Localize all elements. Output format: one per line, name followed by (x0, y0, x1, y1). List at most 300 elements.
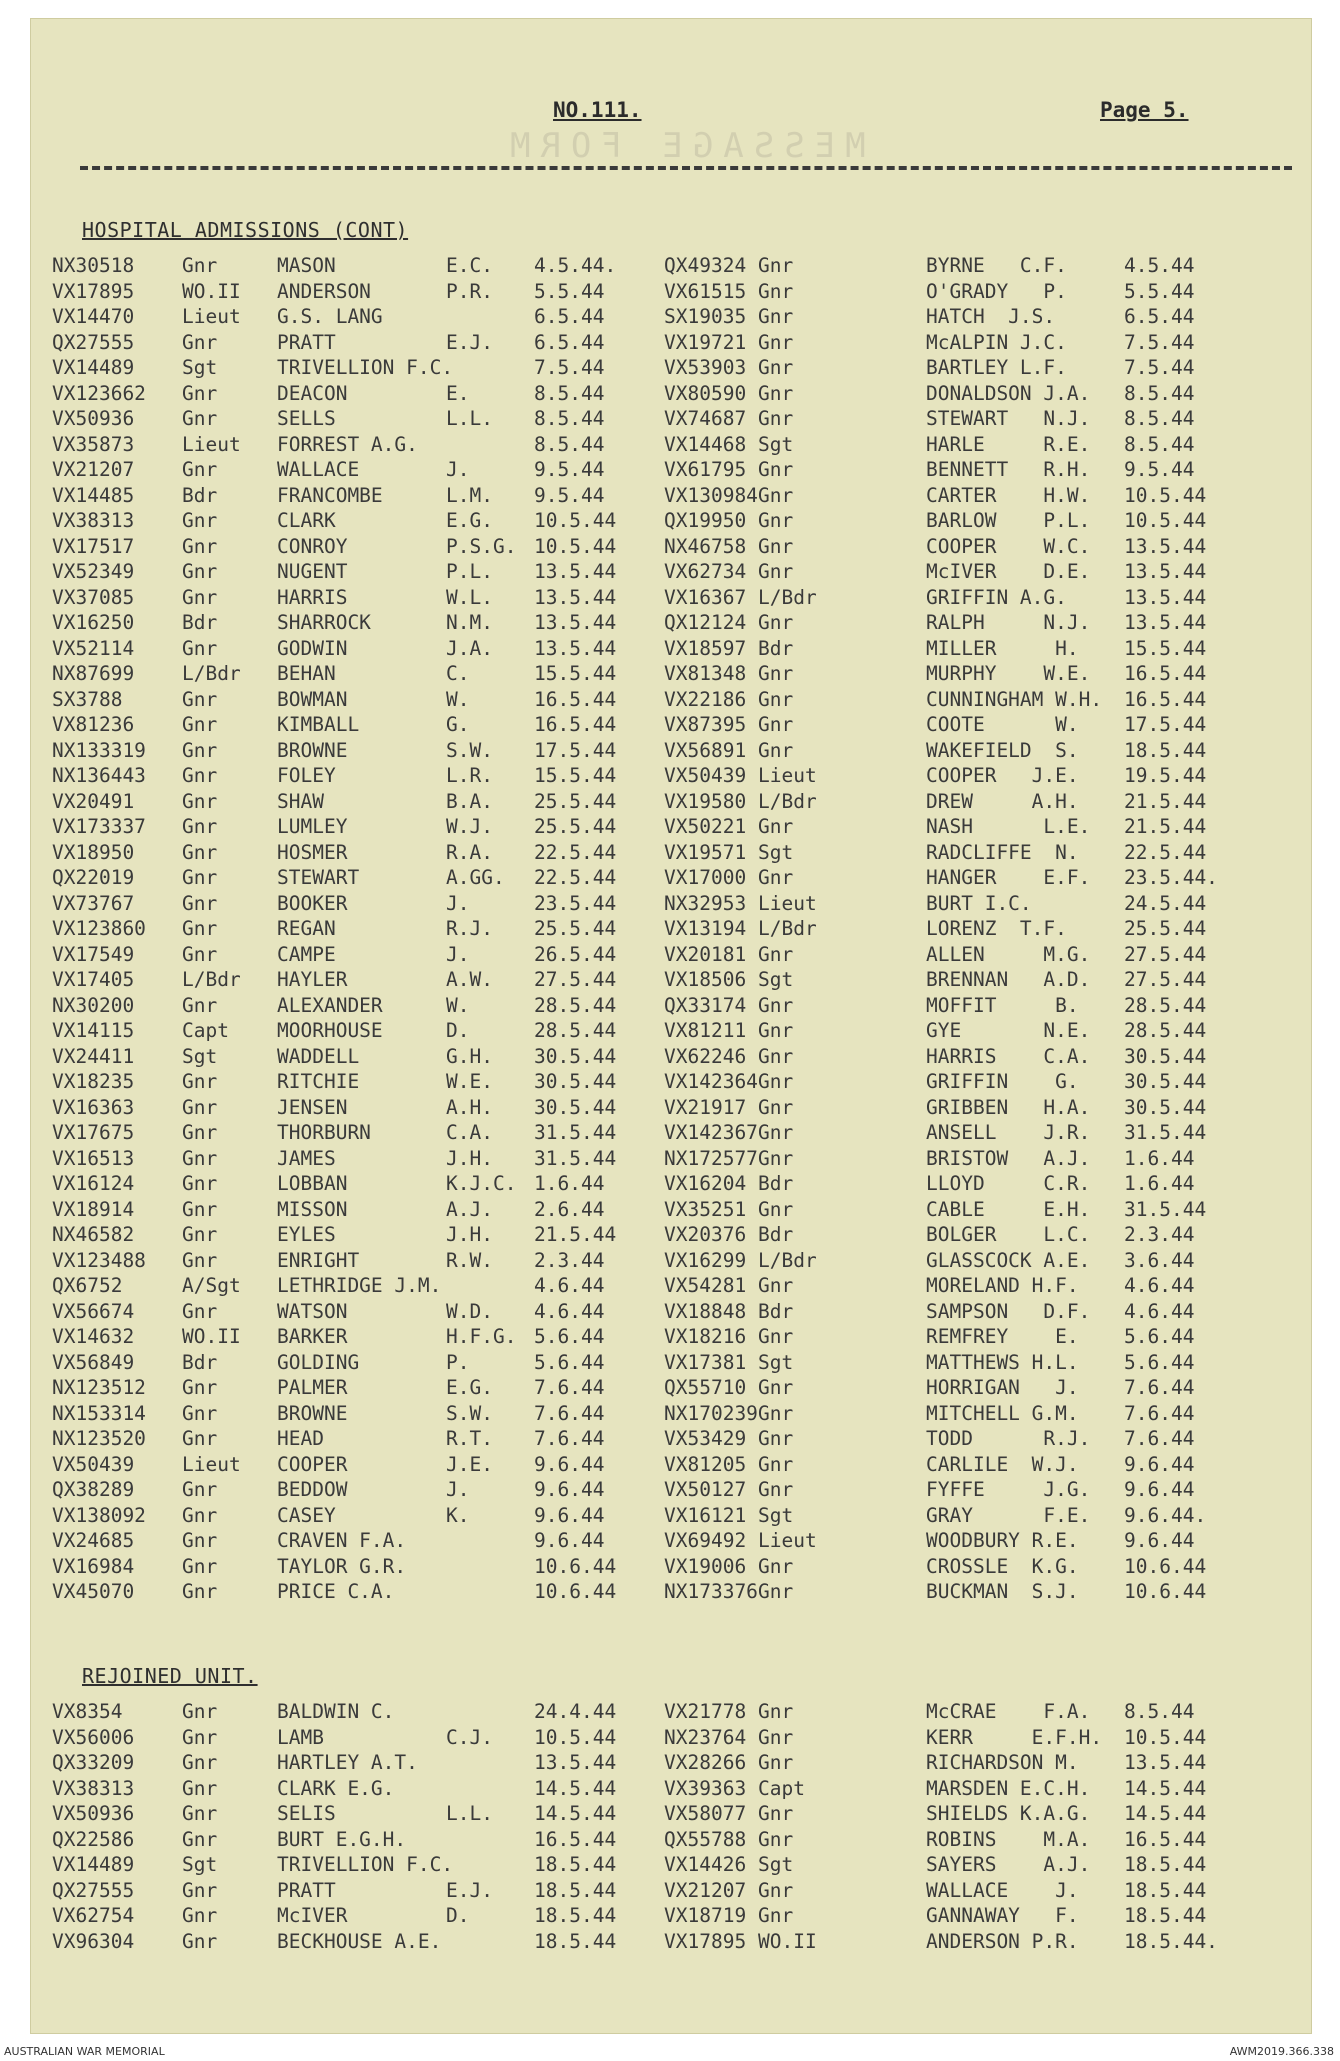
table-cell: QX55710 (664, 1376, 747, 1399)
document-number: NO.111. (553, 98, 642, 122)
table-cell: WO.II (758, 1929, 817, 1953)
table-row (52, 1529, 1292, 1555)
table-cell: 18.5.44 (1124, 1853, 1207, 1876)
table-cell: Lieut (182, 1452, 241, 1476)
table-cell: COOPER J.E. (926, 764, 1079, 787)
table-cell: 31.5.44 (534, 1146, 617, 1170)
table-cell: J. (446, 891, 470, 915)
table-cell: 31.5.44 (1124, 1121, 1207, 1144)
table-cell: 5.5.44 (534, 279, 605, 303)
table-cell: Gnr (182, 840, 218, 864)
table-cell: GOLDING (277, 1350, 360, 1374)
table-cell: Lieut (758, 1529, 817, 1552)
table-cell: VX61795 (664, 458, 747, 481)
table-cell: MILLER H. (926, 636, 1079, 660)
table-cell: 9.6.44 (534, 1478, 605, 1501)
table-cell: NX123520 (52, 1427, 146, 1450)
table-cell: Lieut (182, 305, 241, 328)
table-row (52, 1828, 1292, 1854)
table-cell: Gnr (182, 509, 218, 532)
table-cell: LLOYD C.R. (926, 1172, 1091, 1195)
table-cell: MATTHEWS H.L. (926, 1350, 1079, 1374)
table-cell: 4.6.44 (1124, 1274, 1195, 1297)
table-cell: 14.5.44 (534, 1802, 617, 1825)
table-cell: Gnr (758, 1554, 794, 1578)
table-cell: VX19006 (664, 1554, 747, 1578)
table-cell: GYE N.E. (926, 1019, 1091, 1042)
table-cell: 7.5.44 (534, 356, 605, 379)
table-cell: 10.5.44 (534, 1725, 617, 1749)
table-cell: VX56006 (52, 1725, 135, 1749)
table-cell: CUNNINGHAM W.H. (926, 687, 1103, 711)
table-cell: Gnr (758, 1146, 794, 1170)
table-cell: FRANCOMBE (277, 483, 383, 507)
table-cell: BOLGER L.C. (926, 1223, 1091, 1246)
table-cell: Gnr (182, 1827, 218, 1851)
table-cell: VX19721 (664, 330, 747, 354)
table-cell: QX27555 (52, 1878, 135, 1902)
table-cell: A.J. (446, 1197, 493, 1221)
table-cell: Gnr (182, 381, 218, 405)
table-cell: QX27555 (52, 330, 135, 354)
table-cell: VX17895 (52, 279, 135, 303)
table-cell: VX54281 (664, 1274, 747, 1297)
table-cell: Bdr (758, 636, 794, 660)
table-cell: CONROY (277, 534, 348, 558)
table-row (52, 815, 1292, 841)
table-cell: VX18950 (52, 840, 135, 864)
table-cell: BEHAN (277, 662, 336, 685)
table-cell: 17.5.44 (1124, 713, 1207, 736)
table-cell: VX81211 (664, 1019, 747, 1042)
table-cell: 13.5.44 (1124, 585, 1207, 609)
table-cell: VX45070 (52, 1580, 135, 1603)
table-cell: 18.5.44 (1124, 738, 1207, 762)
table-cell: R.A. (446, 840, 493, 864)
table-cell: Gnr (182, 815, 218, 838)
table-cell: Bdr (758, 1172, 794, 1195)
table-cell: 4.6.44 (534, 1299, 605, 1323)
table-cell: 23.5.44 (534, 891, 617, 915)
table-cell: P.R. (446, 279, 493, 303)
table-cell: Gnr (182, 1197, 218, 1221)
table-cell: DEACON (277, 381, 348, 405)
table-cell: VX123860 (52, 917, 146, 940)
table-cell: Gnr (758, 1580, 794, 1603)
table-cell: LOBBAN (277, 1172, 348, 1195)
table-cell: VX50127 (664, 1478, 747, 1501)
table-cell: VX35251 (664, 1197, 747, 1221)
table-cell: NX46758 (664, 534, 747, 558)
table-cell: 5.5.44 (1124, 279, 1195, 303)
table-cell: ENRIGHT (277, 1248, 360, 1272)
table-cell: DONALDSON J.A. (926, 381, 1091, 405)
table-cell: VX16363 (52, 1095, 135, 1119)
table-cell: NX30200 (52, 993, 135, 1017)
table-cell: 10.6.44 (534, 1554, 617, 1578)
table-cell: BOWMAN (277, 687, 348, 711)
table-cell: 18.5.44 (534, 1878, 617, 1902)
table-cell: Gnr (182, 713, 218, 736)
table-cell: 16.5.44 (1124, 687, 1207, 711)
table-cell: VX24411 (52, 1044, 135, 1068)
table-cell: 7.6.44 (534, 1401, 605, 1425)
table-cell: HARLE R.E. (926, 432, 1091, 456)
table-cell: MISSON (277, 1197, 348, 1221)
table-cell: L/Bdr (182, 968, 241, 991)
table-cell: VX123488 (52, 1248, 146, 1272)
table-cell: NX32953 (664, 891, 747, 915)
table-cell: Gnr (758, 687, 794, 711)
table-cell: 13.5.44 (1124, 1751, 1207, 1774)
table-cell: Gnr (758, 1197, 794, 1221)
table-cell: VX22186 (664, 687, 747, 711)
footer-institution: AUSTRALIAN WAR MEMORIAL (4, 2045, 165, 2058)
table-cell: 9.6.44 (534, 1529, 605, 1552)
table-row (52, 1045, 1292, 1071)
table-cell: Gnr (182, 891, 218, 915)
table-cell: C. (446, 662, 470, 685)
table-cell: 18.5.44. (1124, 1929, 1218, 1953)
table-row (52, 1300, 1292, 1326)
table-cell: L.L. (446, 407, 493, 430)
table-cell: SHARROCK (277, 611, 371, 634)
table-row (52, 1555, 1292, 1581)
table-row (52, 841, 1292, 867)
table-row (52, 280, 1292, 306)
table-cell: HORRIGAN J. (926, 1376, 1079, 1399)
table-cell: QX49324 (664, 254, 747, 277)
rejoined-table (52, 1700, 1292, 1955)
table-cell: Gnr (182, 1299, 218, 1323)
table-cell: 7.5.44 (1124, 356, 1195, 379)
table-cell: MOORHOUSE (277, 1019, 383, 1042)
bleed-through-ghost-text: MESSAGE FORM (500, 126, 866, 166)
table-cell: DREW A.H. (926, 789, 1079, 813)
table-cell: FORREST A.G. (277, 432, 418, 456)
table-cell: 13.5.44 (1124, 534, 1207, 558)
table-cell: Gnr (758, 942, 794, 966)
table-cell: H.F.G. (446, 1325, 517, 1348)
table-cell: CAMPE (277, 942, 336, 966)
table-cell: Sgt (758, 1853, 794, 1876)
table-cell: VX130984 (664, 483, 758, 507)
table-cell: VX50439 (52, 1452, 135, 1476)
table-cell: Gnr (758, 458, 794, 481)
table-cell: HATCH J.S. (926, 305, 1056, 328)
table-cell: VX81236 (52, 713, 135, 736)
table-cell: L/Bdr (758, 917, 817, 940)
table-cell: KIMBALL (277, 713, 360, 736)
table-cell: Gnr (758, 1827, 794, 1851)
table-cell: BALDWIN C. (277, 1700, 395, 1723)
table-cell: VX21778 (664, 1700, 747, 1723)
table-cell: 25.5.44 (1124, 917, 1207, 940)
table-cell: Gnr (758, 1878, 794, 1902)
table-cell: Gnr (182, 942, 218, 966)
table-cell: RICHARDSON M. (926, 1751, 1079, 1774)
table-cell: E.G. (446, 1376, 493, 1399)
table-cell: 16.5.44 (534, 687, 617, 711)
table-cell: 13.5.44 (534, 611, 617, 634)
table-cell: 14.5.44 (1124, 1776, 1207, 1800)
table-cell: 21.5.44 (534, 1223, 617, 1246)
table-cell: Gnr (182, 1725, 218, 1749)
table-cell: Gnr (758, 305, 794, 328)
table-row (52, 254, 1292, 280)
table-cell: LETHRIDGE J.M. (277, 1274, 442, 1297)
table-cell: Gnr (182, 1503, 218, 1527)
table-cell: 13.5.44 (534, 585, 617, 609)
table-cell: NX123512 (52, 1376, 146, 1399)
table-row (52, 1504, 1292, 1530)
table-cell: W.J. (446, 815, 493, 838)
table-cell: Gnr (758, 815, 794, 838)
table-row (52, 688, 1292, 714)
table-row (52, 458, 1292, 484)
table-cell: VX14489 (52, 1853, 135, 1876)
table-cell: Bdr (182, 483, 218, 507)
table-cell: 4.6.44 (534, 1274, 605, 1297)
table-row (52, 382, 1292, 408)
table-cell: Bdr (758, 1299, 794, 1323)
table-cell: BURT E.G.H. (277, 1827, 407, 1851)
table-row (52, 1249, 1292, 1275)
table-cell: SELIS (277, 1802, 336, 1825)
table-row (52, 1019, 1292, 1045)
table-cell: 7.6.44 (1124, 1376, 1195, 1399)
table-cell: Gnr (182, 330, 218, 354)
table-cell: BARKER (277, 1325, 348, 1348)
table-cell: Gnr (182, 1146, 218, 1170)
table-cell: 14.5.44 (1124, 1802, 1207, 1825)
table-cell: VX138092 (52, 1503, 146, 1527)
table-cell: VX19571 (664, 840, 747, 864)
table-row (52, 1777, 1292, 1803)
table-cell: 4.5.44 (1124, 254, 1195, 277)
table-cell: 18.5.44 (1124, 1878, 1207, 1902)
table-cell: NX153314 (52, 1401, 146, 1425)
table-cell: BYRNE C.F. (926, 254, 1067, 277)
table-cell: GANNAWAY F. (926, 1904, 1079, 1927)
table-cell: VX56849 (52, 1350, 135, 1374)
table-cell: 2.3.44 (534, 1248, 605, 1272)
table-cell: Gnr (182, 1478, 218, 1501)
table-cell: 14.5.44 (534, 1776, 617, 1800)
table-cell: Gnr (182, 866, 218, 889)
table-cell: VX38313 (52, 509, 135, 532)
table-cell: 10.5.44 (534, 534, 617, 558)
table-cell: 5.6.44 (534, 1350, 605, 1374)
table-cell: QX6752 (52, 1274, 123, 1297)
table-cell: Gnr (758, 1802, 794, 1825)
table-row (52, 535, 1292, 561)
table-cell: VX20376 (664, 1223, 747, 1246)
table-cell: 9.6.44 (1124, 1529, 1195, 1552)
table-cell: 10.6.44 (534, 1580, 617, 1603)
table-cell: 24.4.44 (534, 1700, 617, 1723)
table-cell: VX24685 (52, 1529, 135, 1552)
table-row (52, 892, 1292, 918)
table-cell: MORELAND H.F. (926, 1274, 1079, 1297)
table-cell: Gnr (758, 534, 794, 558)
table-cell: Gnr (182, 1172, 218, 1195)
table-cell: SELLS (277, 407, 336, 430)
dashed-separator (80, 166, 1292, 170)
table-cell: Gnr (182, 1095, 218, 1119)
table-cell: VX18506 (664, 968, 747, 991)
table-row (52, 560, 1292, 586)
table-cell: RALPH N.J. (926, 611, 1091, 634)
table-cell: C.A. (446, 1121, 493, 1144)
table-cell: STEWART N.J. (926, 407, 1091, 430)
table-cell: VX20491 (52, 789, 135, 813)
table-cell: VX14468 (664, 432, 747, 456)
table-cell: 4.5.44. (534, 254, 617, 277)
table-cell: CABLE E.H. (926, 1197, 1091, 1221)
table-cell: G.H. (446, 1044, 493, 1068)
table-cell: 31.5.44 (1124, 1197, 1207, 1221)
table-cell: Gnr (758, 1401, 794, 1425)
table-cell: VX21207 (664, 1878, 747, 1902)
table-cell: BROWNE (277, 1401, 348, 1425)
table-cell: 16.5.44 (1124, 1827, 1207, 1851)
table-cell: Gnr (758, 560, 794, 583)
table-cell: Lieut (758, 764, 817, 787)
table-cell: Gnr (182, 1376, 218, 1399)
table-cell: Sgt (182, 1044, 218, 1068)
table-cell: CRAVEN F.A. (277, 1529, 407, 1552)
table-row (52, 1580, 1292, 1606)
table-cell: 15.5.44 (534, 662, 617, 685)
table-cell: Gnr (758, 1274, 794, 1297)
table-cell: Capt (758, 1776, 805, 1800)
table-cell: LAMB (277, 1725, 324, 1749)
table-cell: VX56674 (52, 1299, 135, 1323)
table-row (52, 1325, 1292, 1351)
table-cell: ALLEN M.G. (926, 942, 1091, 966)
table-cell: Gnr (758, 509, 794, 532)
table-cell: Gnr (758, 1325, 794, 1348)
table-cell: VX16367 (664, 585, 747, 609)
table-cell: 30.5.44 (1124, 1095, 1207, 1119)
table-cell: Gnr (758, 1095, 794, 1119)
table-cell: VX21917 (664, 1095, 747, 1119)
table-cell: 16.5.44 (1124, 662, 1207, 685)
table-cell: HANGER E.F. (926, 866, 1091, 889)
table-cell: CARTER H.W. (926, 483, 1091, 507)
table-row (52, 1478, 1292, 1504)
table-cell: Gnr (758, 1725, 794, 1749)
table-cell: J.H. (446, 1146, 493, 1170)
table-cell: 8.5.44 (1124, 381, 1195, 405)
table-cell: FYFFE J.G. (926, 1478, 1091, 1501)
table-cell: VX16984 (52, 1554, 135, 1578)
table-cell: VX142364 (664, 1070, 758, 1093)
admissions-section-title: HOSPITAL ADMISSIONS (CONT) (82, 218, 409, 242)
table-cell: JAMES (277, 1146, 336, 1170)
table-cell: A.W. (446, 968, 493, 991)
table-cell: SX3788 (52, 687, 123, 711)
table-cell: 22.5.44 (534, 840, 617, 864)
table-cell: VX17405 (52, 968, 135, 991)
table-cell: PRATT (277, 1878, 336, 1902)
table-cell: NX173376 (664, 1580, 758, 1603)
table-cell: Bdr (758, 1223, 794, 1246)
table-cell: PRICE C.A. (277, 1580, 395, 1603)
table-cell: 27.5.44 (1124, 942, 1207, 966)
table-cell: SHIELDS K.A.G. (926, 1802, 1091, 1825)
table-cell: 7.6.44 (534, 1376, 605, 1399)
table-cell: Gnr (182, 1802, 218, 1825)
table-cell: VX17381 (664, 1350, 747, 1374)
table-cell: VX62246 (664, 1044, 747, 1068)
table-cell: 21.5.44 (1124, 815, 1207, 838)
table-cell: SAMPSON D.F. (926, 1299, 1091, 1323)
table-row (52, 764, 1292, 790)
table-row (52, 1223, 1292, 1249)
table-cell: G. (446, 713, 470, 736)
table-cell: A.GG. (446, 866, 505, 889)
table-row (52, 509, 1292, 535)
table-cell: 18.5.44 (1124, 1904, 1207, 1927)
table-cell: Sgt (758, 1350, 794, 1374)
table-cell: R.J. (446, 917, 493, 940)
table-cell: QX33209 (52, 1751, 135, 1774)
table-row (52, 1930, 1292, 1956)
table-row (52, 866, 1292, 892)
table-cell: BRENNAN A.D. (926, 968, 1091, 991)
table-cell: A.H. (446, 1095, 493, 1119)
table-cell: Gnr (182, 1929, 218, 1953)
table-cell: TAYLOR G.R. (277, 1554, 407, 1578)
table-cell: 22.5.44 (534, 866, 617, 889)
table-cell: 30.5.44 (1124, 1044, 1207, 1068)
table-cell: 10.6.44 (1124, 1580, 1207, 1603)
table-cell: A/Sgt (182, 1274, 241, 1297)
table-cell: VX14632 (52, 1325, 135, 1348)
table-cell: VX18235 (52, 1070, 135, 1093)
table-cell: VX17517 (52, 534, 135, 558)
table-cell: MURPHY W.E. (926, 662, 1091, 685)
table-cell: Gnr (182, 1904, 218, 1927)
table-cell: 16.5.44 (534, 713, 617, 736)
table-cell: VX35873 (52, 432, 135, 456)
table-cell: D. (446, 1019, 470, 1042)
table-cell: Gnr (182, 687, 218, 711)
table-cell: LUMLEY (277, 815, 348, 838)
table-cell: VX62754 (52, 1904, 135, 1927)
table-cell: VX16204 (664, 1172, 747, 1195)
table-cell: Gnr (758, 1044, 794, 1068)
table-cell: VX58077 (664, 1802, 747, 1825)
table-cell: 26.5.44 (534, 942, 617, 966)
table-cell: VX73767 (52, 891, 135, 915)
table-cell: Sgt (758, 968, 794, 991)
table-cell: R.T. (446, 1427, 493, 1450)
table-cell: Gnr (758, 330, 794, 354)
table-cell: NX136443 (52, 764, 146, 787)
table-cell: QX19950 (664, 509, 747, 532)
table-cell: VX13194 (664, 917, 747, 940)
table-cell: VX53429 (664, 1427, 747, 1450)
rejoined-section-title: REJOINED UNIT. (82, 1664, 258, 1688)
table-cell: 13.5.44 (534, 560, 617, 583)
table-cell: P.S.G. (446, 534, 517, 558)
table-cell: 18.5.44 (534, 1929, 617, 1953)
table-cell: 30.5.44 (1124, 1070, 1207, 1093)
table-cell: 17.5.44 (534, 738, 617, 762)
